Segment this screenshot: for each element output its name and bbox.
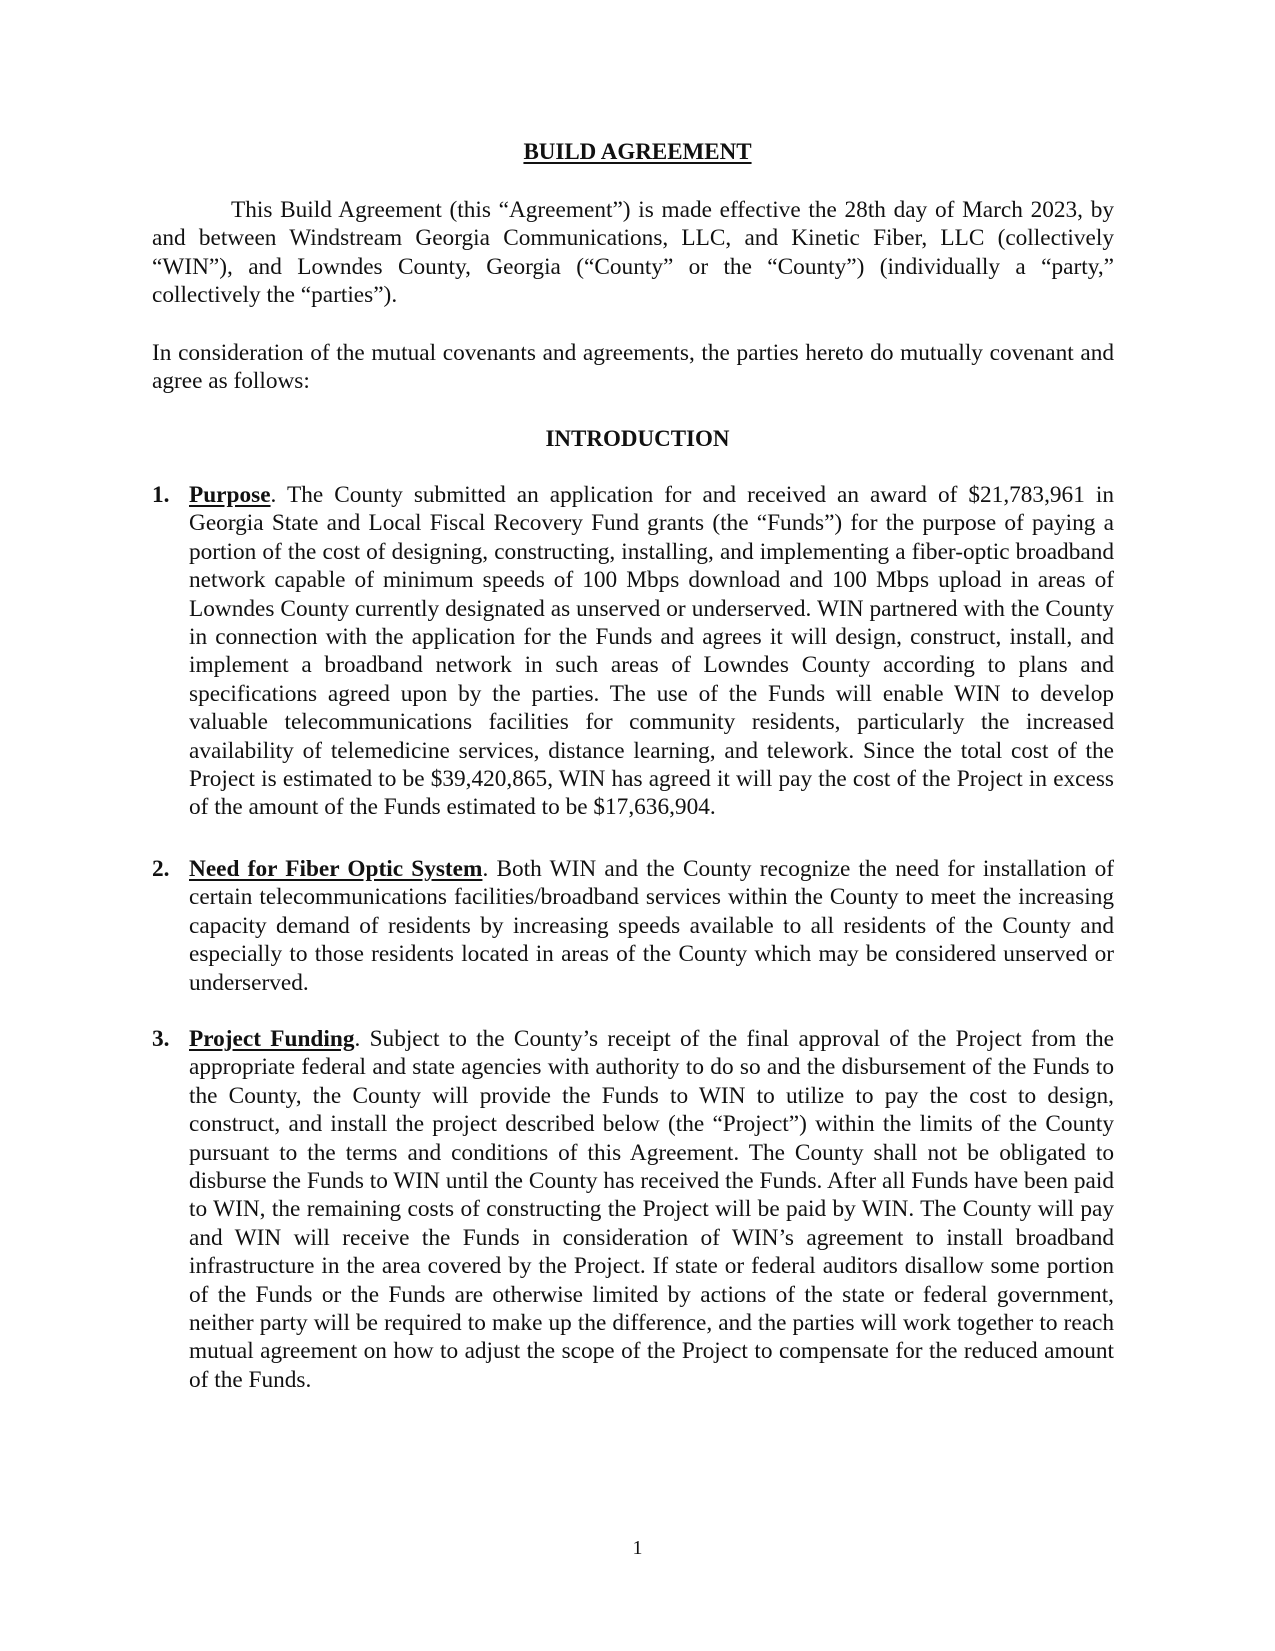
list-item-project-funding [152, 1025, 1114, 1394]
consideration-paragraph: In consideration of the mutual covenants and agreements, the parties hereto do mutually covenant and agree as follows: [152, 340, 1114, 395]
page-number: 1 [632, 1537, 643, 1559]
list-item-purpose [152, 481, 1114, 822]
list-item-heading: Project Funding [189, 1026, 355, 1052]
list-item-body [189, 1025, 1114, 1394]
section-heading-introduction: INTRODUCTION [545, 426, 730, 451]
list-item-heading: Need for Fiber Optic System [189, 856, 483, 882]
list-item-body [189, 481, 1114, 822]
list-item-body [189, 855, 1114, 997]
list-item-text: . Both WIN and the County recognize the need for installation of certain telecommunications facilities/broadband services within the County to meet the increasing capacity demand of residents by increasing speeds available to all residents of the County and especially to those residents located in areas of the County which may be considered unserved or underserved. [189, 856, 1114, 996]
document-title-text: BUILD AGREEMENT [523, 139, 752, 164]
list-item-text: . The County submitted an application for and received an award of $21,783,961 in Georgia State and Local Fiscal Recovery Fund grants (the “Funds”) for the purpose of paying a portion of the cost of designing, constructing, installing, and implementing a fiber-optic broadband network capable of minimum speeds of 100 Mbps download and 100 Mbps upload in areas of Lowndes County currently designated as unserved or underserved. WIN partnered with the County in connection with the application for the Funds and agrees it will design, construct, install, and implement a broadband network in such areas of Lowndes County according to plans and specifications agreed upon by the parties. The use of the Funds will enable WIN to develop valuable telecommunications facilities for community residents, particularly the increased availability of telemedicine services, distance learning, and telework. Since the total cost of the Project is estimated to be $39,420,865, WIN has agreed it will pay the cost of the Project in excess of the amount of the Funds estimated to be $17,636,904. [189, 482, 1114, 821]
intro-paragraph: This Build Agreement (this “Agreement”) is made effective the 28th day of March 2023, by and between Windstream Georgia Communications, LLC, and Kinetic Fiber, LLC (collectively “WIN”), and Lowndes County, Georgia (“County” or the “County”) (individually a “party,” collectively the “parties”). [152, 197, 1114, 309]
list-item-text: . Subject to the County’s receipt of the final approval of the Project from the appropriate federal and state agencies with authority to do so and the disbursement of the Funds to the County, the County will provide the Funds to WIN to utilize to pay the cost to design, construct, and install the project described below (the “Project”) within the limits of the County pursuant to the terms and conditions of this Agreement. The County shall not be obligated to disburse the Funds to WIN until the County has received the Funds. After all Funds have been paid to WIN, the remaining costs of constructing the Project will be paid by WIN. The County will pay and WIN will receive the Funds in consideration of WIN’s agreement to install broadband infrastructure in the area covered by the Project. If state or federal auditors disallow some portion of the Funds or the Funds are otherwise limited by actions of the state or federal government, neither party will be required to make up the difference, and the parties will work together to reach mutual agreement on how to adjust the scope of the Project to compensate for the reduced amount of the Funds. [189, 1026, 1114, 1393]
list-item-need-for-fiber [152, 855, 1114, 997]
document-title [0, 138, 1275, 166]
list-item-number: 3. [152, 1026, 170, 1052]
list-item-number: 2. [152, 856, 170, 882]
list-item-number: 1. [152, 482, 170, 508]
list-item-heading: Purpose [189, 482, 271, 508]
